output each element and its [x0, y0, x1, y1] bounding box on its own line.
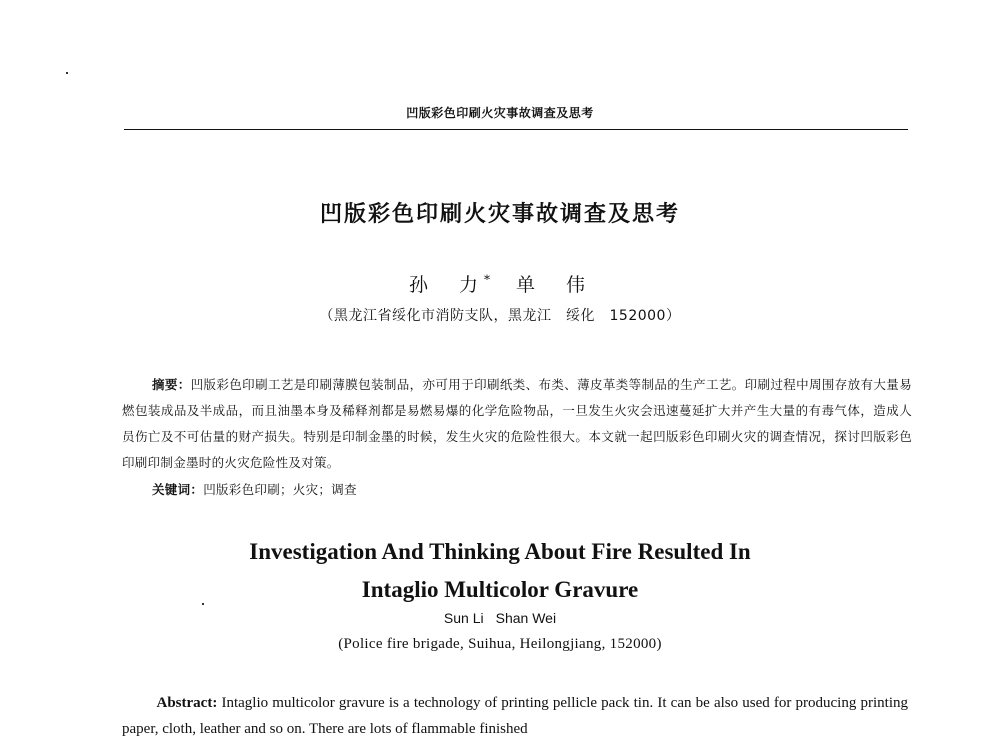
abstract-text-zh: 凹版彩色印刷工艺是印刷薄膜包装制品，亦可用于印刷纸类、布类、薄皮革类等制品的生产工艺。印刷过程中周围存放有大量易燃包装成品及半成品，而且油墨本身及稀释剂都是易燃易爆的化学危险物品，一旦发生火灾会迅速蔓延扩大并产生大量的有毒气体，造成人员伤亡及不可估量的财产损失。特别是印制金墨的时候，发生火灾的危险性很大。本文就一起凹版彩色印刷火灾的调查情况，探讨凹版彩色印刷印制金墨时的火灾危险性及对策。 [122, 377, 912, 470]
abstract-zh [122, 372, 912, 476]
author-name-en: Shan Wei [495, 610, 557, 626]
author-name: 孙 力 [408, 274, 484, 296]
affiliation-en: (Police fire brigade, Suihua, Heilongjiang, 152000) [338, 636, 662, 652]
author-name: 单 伟 [516, 274, 592, 296]
author-list-en [0, 610, 1000, 626]
abstract-en [122, 690, 908, 742]
keywords-label-zh: 关键词： [152, 482, 204, 497]
article-title-zh: 凹版彩色印刷火灾事故调查及思考 [319, 202, 680, 227]
title-en-line-2: Intaglio Multicolor Gravure [361, 577, 639, 602]
keywords-zh [152, 480, 357, 498]
title-en-line-1: Investigation And Thinking About Fire Resulted In [249, 539, 751, 564]
author-list-zh [0, 270, 1000, 297]
abstract-text-en: Intaglio multicolor gravure is a technology of printing pellicle pack tin. It can be also used for producing printing paper, cloth, leather and so on. There are lots of flammable finished [122, 695, 908, 737]
abstract-label-zh: 摘要： [152, 377, 191, 392]
article-title-en [0, 533, 1000, 609]
abstract-label-en: Abstract: [156, 695, 218, 711]
corresponding-author-mark: * [484, 272, 490, 287]
keywords-text-zh: 凹版彩色印刷；火灾；调查 [203, 482, 357, 497]
affiliation-zh: （黑龙江省绥化市消防支队，黑龙江 绥化 152000） [319, 308, 681, 324]
scan-speck [66, 72, 68, 74]
header-rule [124, 129, 908, 130]
running-header: 凹版彩色印刷火灾事故调查及思考 [406, 106, 594, 120]
author-name-en: Sun Li [443, 610, 484, 626]
